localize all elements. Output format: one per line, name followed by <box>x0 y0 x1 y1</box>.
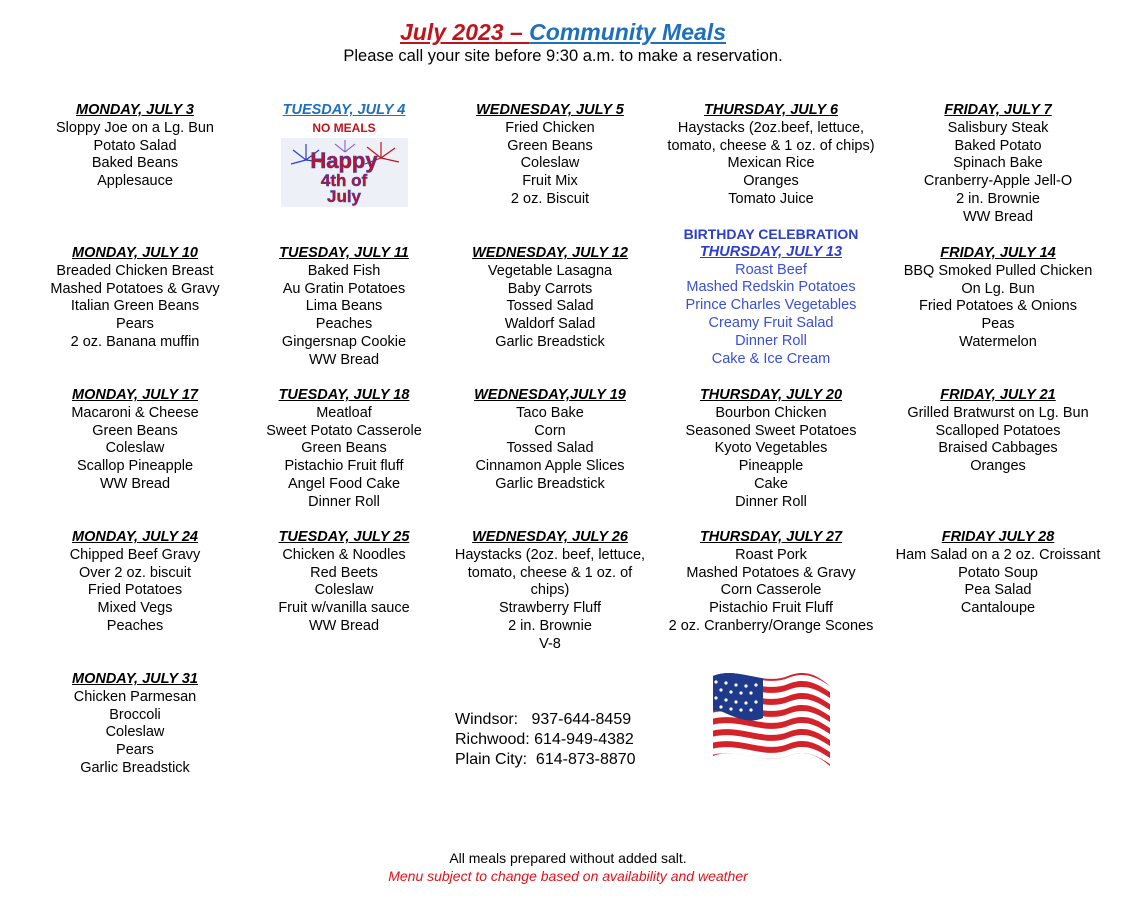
day-heading: THURSDAY, JULY 6 <box>703 102 839 118</box>
day-heading: WEDNESDAY, JULY 26 <box>472 529 628 545</box>
contact-row <box>455 750 636 770</box>
day-thursday-july-13 <box>656 226 886 368</box>
menu-item: Fried Chicken <box>505 119 595 136</box>
menu-item: Kyoto Vegetables <box>714 440 828 457</box>
day-heading: MONDAY, JULY 10 <box>72 245 198 261</box>
menu-item: Gingersnap Cookie <box>281 333 407 350</box>
svg-text:4th of: 4th of <box>320 170 367 190</box>
day-thursday-july-20 <box>656 387 886 512</box>
site-name: Richwood: <box>455 731 530 748</box>
menu-item: Sweet Potato Casserole <box>266 422 422 439</box>
menu-item: Over 2 oz. biscuit <box>78 564 191 581</box>
day-friday-july-14 <box>883 245 1113 352</box>
menu-item: Garlic Breadstick <box>495 333 605 350</box>
day-heading: TUESDAY, JULY 11 <box>279 245 409 261</box>
day-thursday-july-6 <box>656 102 886 209</box>
menu-item: Pistachio Fruit Fluff <box>709 600 833 617</box>
day-heading: THURSDAY, JULY 20 <box>699 387 843 403</box>
menu-item: Broccoli <box>109 706 161 723</box>
menu-item: Green Beans <box>92 422 178 439</box>
day-wednesday-july-19 <box>435 387 665 494</box>
day-wednesday-july-5 <box>435 102 665 209</box>
menu-item: Mexican Rice <box>727 155 815 172</box>
menu-item: Mashed Redskin Potatoes <box>686 279 856 296</box>
menu-item: Coleslaw <box>105 724 165 741</box>
day-heading: FRIDAY, JULY 14 <box>940 245 1056 261</box>
menu-item: Grilled Bratwurst on Lg. Bun <box>907 404 1089 421</box>
menu-item: Coleslaw <box>520 155 580 172</box>
menu-item: Pea Salad <box>964 582 1032 599</box>
menu-item: Macaroni & Cheese <box>71 404 199 421</box>
menu-item: Potato Salad <box>93 137 177 154</box>
menu-item: Watermelon <box>959 333 1037 350</box>
menu-item: Lima Beans <box>305 298 383 315</box>
menu-item: Haystacks (2oz.beef, lettuce, <box>677 119 865 136</box>
menu-item: Peaches <box>315 316 373 333</box>
menu-item: Baby Carrots <box>507 280 593 297</box>
menu-item: Tossed Salad <box>506 298 594 315</box>
menu-item: Baked Beans <box>91 155 179 172</box>
page-title <box>0 18 1126 46</box>
day-tuesday-july-18 <box>229 387 459 512</box>
menu-item: Tomato Juice <box>728 190 814 207</box>
menu-item: Cinnamon Apple Slices <box>475 458 625 475</box>
menu-item: Roast Beef <box>735 261 807 278</box>
menu-item: BBQ Smoked Pulled Chicken <box>903 262 1093 279</box>
menu-item: Strawberry Fluff <box>498 600 602 617</box>
menu-item: 2 in. Brownie <box>956 190 1040 207</box>
menu-item: Waldorf Salad <box>504 316 596 333</box>
title-month: July 2023 <box>400 19 504 45</box>
menu-item: Potato Soup <box>958 564 1038 581</box>
menu-item: Creamy Fruit Salad <box>708 314 834 331</box>
day-friday-july-7 <box>883 102 1113 227</box>
menu-item: Peaches <box>106 617 164 634</box>
menu-item: Haystacks (2oz. beef, lettuce, <box>454 546 646 563</box>
day-heading: MONDAY, JULY 3 <box>76 102 194 118</box>
menu-item: WW Bread <box>962 208 1034 225</box>
menu-item: Scallop Pineapple <box>76 458 194 475</box>
site-name: Plain City: <box>455 751 528 768</box>
phone-number: 614-949-4382 <box>534 731 634 748</box>
menu-item: WW Bread <box>99 475 171 492</box>
menu-item: Green Beans <box>301 440 387 457</box>
menu-item: Garlic Breadstick <box>80 759 190 776</box>
day-friday-july-28 <box>883 529 1113 618</box>
menu-item: 2 oz. Cranberry/Orange Scones <box>668 617 874 634</box>
menu-item: Fried Potatoes & Onions <box>919 298 1077 315</box>
menu-item: Pineapple <box>738 458 804 475</box>
day-heading: MONDAY, JULY 31 <box>72 671 198 687</box>
menu-item: 2 oz. Biscuit <box>510 190 590 207</box>
menu-item: Coleslaw <box>314 582 374 599</box>
happy-4th-of-july-image <box>281 138 408 207</box>
menu-item: Breaded Chicken Breast <box>56 262 214 279</box>
phone-number: 614-873-8870 <box>535 751 636 768</box>
day-tuesday-july-11 <box>229 245 459 370</box>
menu-item: Corn Casserole <box>720 582 822 599</box>
menu-item: 2 oz. Banana muffin <box>70 333 200 350</box>
page-subtitle: Please call your site before 9:30 a.m. to make a reservation. <box>343 47 783 65</box>
menu-item: Mashed Potatoes & Gravy <box>686 564 856 581</box>
menu-item: Scalloped Potatoes <box>935 422 1061 439</box>
menu-item: Cantaloupe <box>960 600 1036 617</box>
menu-item: Chicken & Noodles <box>282 546 406 563</box>
no-meals-notice: NO MEALS <box>312 120 376 135</box>
menu-item: Oranges <box>970 458 1026 475</box>
contact-row <box>455 710 636 730</box>
menu-item: Dinner Roll <box>735 493 807 510</box>
menu-item: Baked Potato <box>954 137 1042 154</box>
menu-item: Fried Potatoes <box>87 582 183 599</box>
menu-item: Salisbury Steak <box>947 119 1049 136</box>
menu-item: Cake & Ice Cream <box>711 350 831 367</box>
menu-item: Roast Pork <box>735 546 807 563</box>
menu-item: Meatloaf <box>316 404 372 421</box>
menu-item: Spinach Bake <box>953 155 1043 172</box>
menu-item: WW Bread <box>308 617 380 634</box>
day-monday-july-17 <box>20 387 250 494</box>
day-heading: TUESDAY, JULY 25 <box>278 529 410 545</box>
menu-item: Taco Bake <box>516 404 584 421</box>
site-name: Windsor: <box>455 711 519 728</box>
menu-item: Dinner Roll <box>735 332 807 349</box>
day-monday-july-24 <box>20 529 250 636</box>
menu-item: Cranberry-Apple Jell-O <box>923 173 1073 190</box>
menu-item: tomato, cheese & 1 oz. of <box>467 564 633 581</box>
menu-item: Coleslaw <box>105 440 165 457</box>
day-heading: TUESDAY, JULY 4 <box>282 102 406 118</box>
svg-text:July: July <box>326 186 361 206</box>
menu-item: Seasoned Sweet Potatoes <box>685 422 857 439</box>
menu-item: Braised Cabbages <box>938 440 1058 457</box>
day-heading: THURSDAY, JULY 27 <box>699 529 843 545</box>
phone-number: 937-644-8459 <box>531 711 632 728</box>
menu-item: Chipped Beef Gravy <box>69 546 201 563</box>
menu-item: chips) <box>530 582 570 599</box>
day-heading: WEDNESDAY, JULY 5 <box>476 102 624 118</box>
menu-item: V-8 <box>539 635 561 652</box>
menu-item: Pears <box>116 316 154 333</box>
menu-item: Chicken Parmesan <box>73 688 197 705</box>
svg-text:Happy: Happy <box>309 147 378 173</box>
menu-item: Pears <box>116 742 154 759</box>
title-program: Community Meals <box>529 19 726 45</box>
menu-item: Green Beans <box>507 137 593 154</box>
menu-change-disclaimer: Menu subject to change based on availability and weather <box>388 868 748 884</box>
menu-item: On Lg. Bun <box>961 280 1035 297</box>
menu-item: Cake <box>754 475 788 492</box>
menu-item: Ham Salad on a 2 oz. Croissant <box>895 546 1101 563</box>
menu-item: Baked Fish <box>307 262 381 279</box>
site-contacts <box>455 710 636 770</box>
day-thursday-july-27 <box>656 529 886 636</box>
day-tuesday-july-25 <box>229 529 459 636</box>
day-monday-july-10 <box>20 245 250 352</box>
day-monday-july-3 <box>20 102 250 191</box>
day-heading: WEDNESDAY,JULY 19 <box>474 387 626 403</box>
menu-item: Mixed Vegs <box>97 600 173 617</box>
menu-item: Corn <box>534 422 566 439</box>
day-wednesday-july-26 <box>435 529 665 654</box>
day-heading: FRIDAY, JULY 21 <box>940 387 1056 403</box>
menu-item: Prince Charles Vegetables <box>685 297 857 314</box>
menu-item: 2 in. Brownie <box>508 617 592 634</box>
day-heading: WEDNESDAY, JULY 12 <box>472 245 628 261</box>
menu-item: Garlic Breadstick <box>495 475 605 492</box>
day-heading: TUESDAY, JULY 18 <box>278 387 410 403</box>
menu-item: Au Gratin Potatoes <box>282 280 406 297</box>
menu-item: Dinner Roll <box>308 493 380 510</box>
menu-item: Peas <box>981 316 1015 333</box>
menu-item: Oranges <box>743 173 799 190</box>
day-heading: THURSDAY, JULY 13 <box>699 243 843 260</box>
contact-row <box>455 730 636 750</box>
menu-item: Fruit Mix <box>522 173 578 190</box>
day-heading: FRIDAY JULY 28 <box>941 529 1055 545</box>
title-separator: – <box>503 19 530 45</box>
day-friday-july-21 <box>883 387 1113 476</box>
menu-item: Bourbon Chicken <box>715 404 827 421</box>
menu-item: Vegetable Lasagna <box>487 262 613 279</box>
american-flag-image <box>708 668 833 773</box>
menu-item: Angel Food Cake <box>287 475 401 492</box>
menu-item: Fruit w/vanilla sauce <box>278 600 410 617</box>
day-heading: MONDAY, JULY 17 <box>72 387 198 403</box>
menu-item: Mashed Potatoes & Gravy <box>50 280 220 297</box>
day-tuesday-july-4 <box>229 102 459 207</box>
day-heading: FRIDAY, JULY 7 <box>944 102 1052 118</box>
day-monday-july-31 <box>20 671 250 778</box>
menu-item: Tossed Salad <box>506 440 594 457</box>
menu-item: Italian Green Beans <box>70 298 200 315</box>
no-salt-note: All meals prepared without added salt. <box>449 850 687 866</box>
birthday-celebration-label: BIRTHDAY CELEBRATION <box>683 226 859 242</box>
menu-item: Pistachio Fruit fluff <box>284 458 404 475</box>
menu-item: tomato, cheese & 1 oz. of chips) <box>667 137 875 154</box>
menu-item: Sloppy Joe on a Lg. Bun <box>55 119 214 136</box>
day-wednesday-july-12 <box>435 245 665 352</box>
menu-item: WW Bread <box>308 351 380 368</box>
menu-item: Red Beets <box>310 564 378 581</box>
day-heading: MONDAY, JULY 24 <box>72 529 198 545</box>
menu-item: Applesauce <box>97 173 173 190</box>
